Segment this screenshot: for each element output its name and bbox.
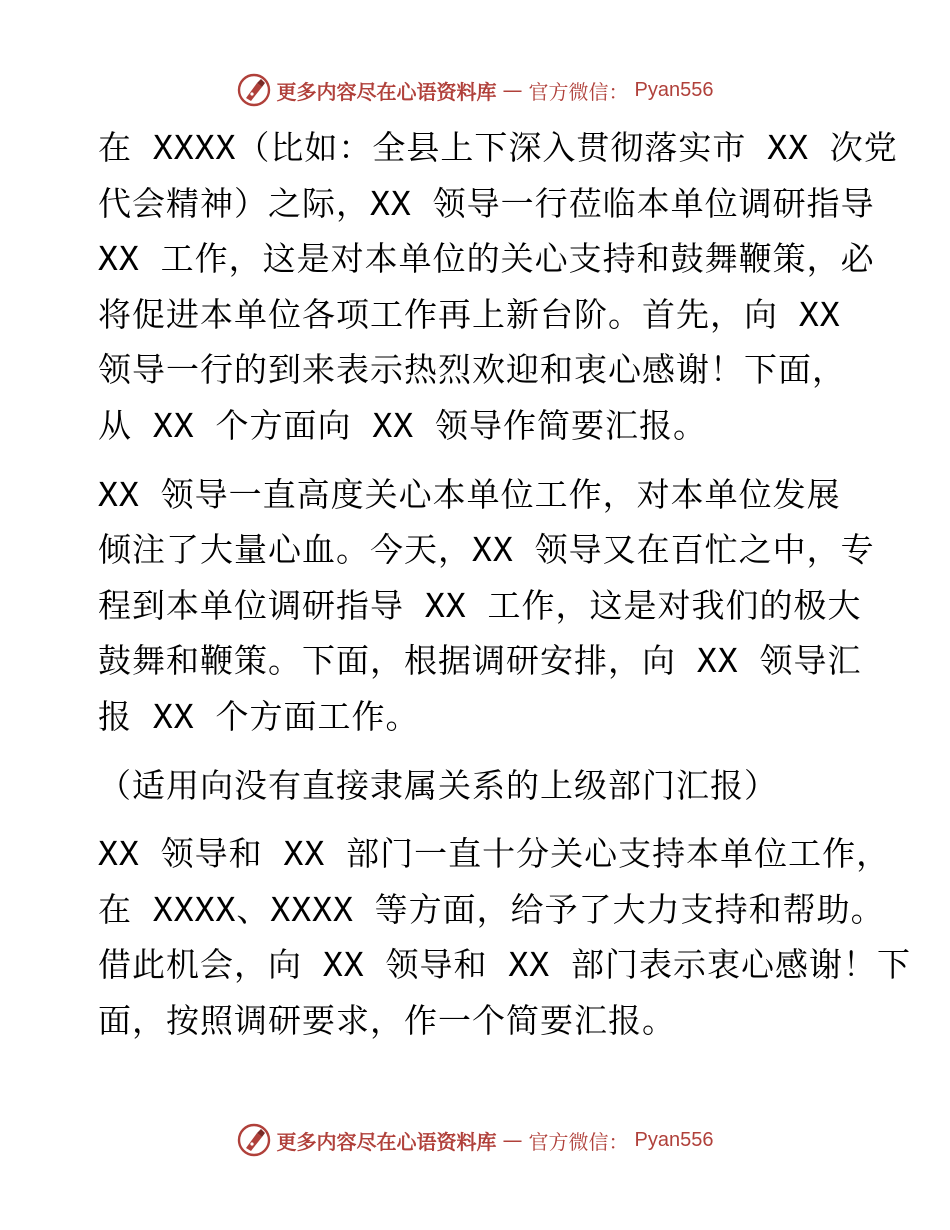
paragraph-line: 面，按照调研要求，作一个简要汇报。 (98, 1000, 676, 1040)
paragraph-3 (98, 758, 858, 814)
paragraph-line: 程到本单位调研指导 XX 工作，这是对我们的极大 (98, 585, 862, 625)
footer-site-name: 更多内容尽在心语资料库 (276, 1129, 497, 1154)
paragraph-line: 借此机会，向 XX 领导和 XX 部门表示衷心感谢！下 (98, 945, 911, 985)
paragraph-line: 代会精神）之际，XX 领导一行莅临本单位调研指导 (98, 183, 875, 223)
header-dash: — (502, 78, 523, 102)
paragraph-line: 领导一行的到来表示热烈欢迎和衷心感谢！下面， (98, 350, 846, 390)
paragraph-line: 从 XX 个方面向 XX 领导作简要汇报。 (98, 405, 707, 445)
paragraph-1 (98, 120, 898, 454)
footer-dash: — (502, 1128, 523, 1152)
paragraph-line: （适用向没有直接隶属关系的上级部门汇报） (98, 765, 778, 805)
header-banner (0, 70, 950, 110)
footer-banner (0, 1120, 950, 1160)
document-body (98, 120, 911, 1049)
paragraph-line: XX 领导和 XX 部门一直十分关心支持本单位工作， (98, 834, 891, 874)
header-wechat-label: 官方微信： (528, 79, 629, 104)
footer-wechat-label: 官方微信： (528, 1129, 629, 1154)
paragraph-line: XX 领导一直高度关心本单位工作，对本单位发展 (98, 474, 841, 514)
paragraph-4 (98, 826, 911, 1048)
paragraph-line: XX 工作，这是对本单位的关心支持和鼓舞鞭策，必 (98, 239, 875, 279)
header-site-name: 更多内容尽在心语资料库 (276, 79, 497, 104)
paragraph-line: 将促进本单位各项工作再上新台阶。首先，向 XX (98, 294, 841, 334)
paragraph-line: 在 XXXX、XXXX 等方面，给予了大力支持和帮助。 (98, 889, 885, 929)
pen-nib-logo-icon (237, 1123, 271, 1157)
pen-nib-logo-icon (237, 73, 271, 107)
paragraph-line: 报 XX 个方面工作。 (98, 696, 420, 736)
paragraph-2 (98, 467, 875, 745)
paragraph-line: 倾注了大量心血。今天，XX 领导又在百忙之中，专 (98, 530, 875, 570)
header-wechat-id: Pyan556 (634, 78, 714, 101)
paragraph-line: 在 XXXX（比如：全县上下深入贯彻落实市 XX 次党 (98, 128, 898, 167)
paragraph-line: 鼓舞和鞭策。下面，根据调研安排，向 XX 领导汇 (98, 641, 862, 681)
footer-wechat-id: Pyan556 (634, 1128, 714, 1151)
